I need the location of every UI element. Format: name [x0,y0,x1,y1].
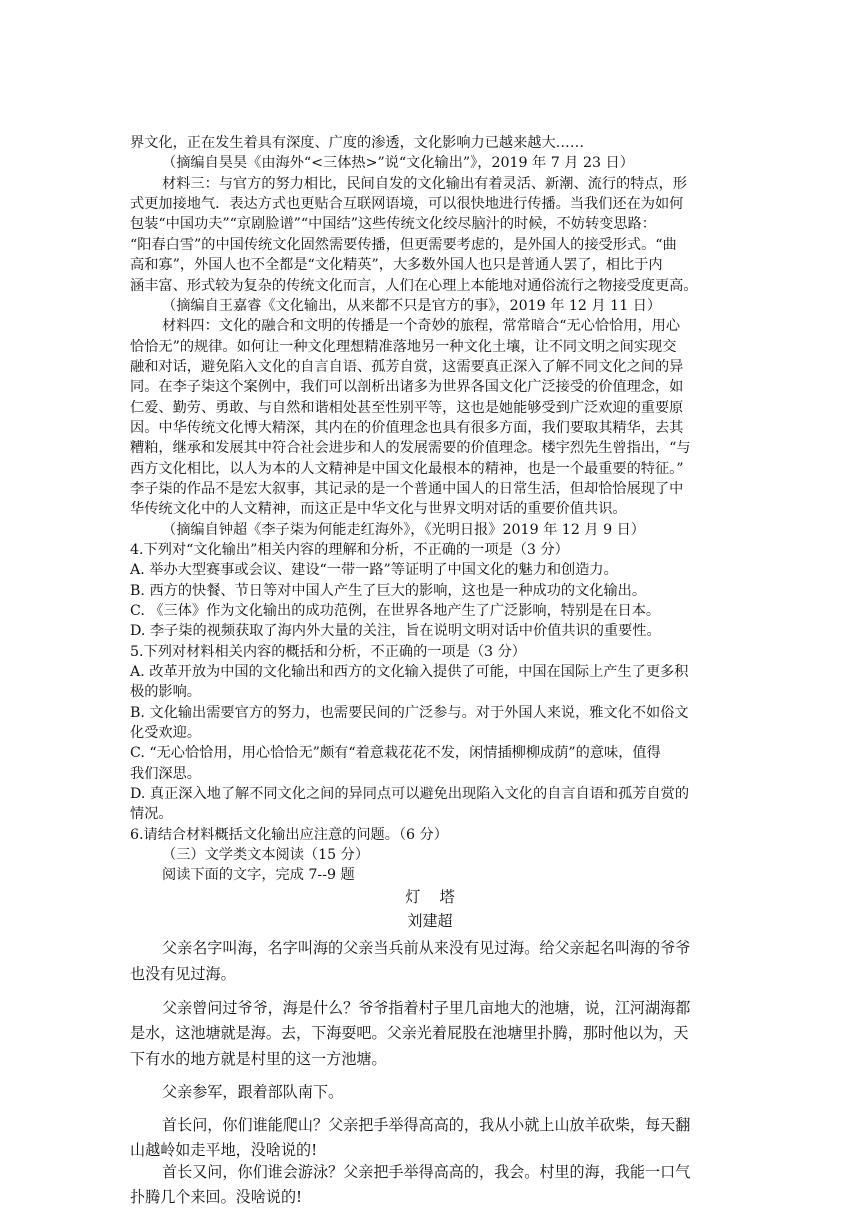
material4-line: 因。中华传统文化博大精深，其内在的价值理念也具有很多方面，我们要取其精华，去其 [130,420,684,436]
question-6: 6.请结合材料概括文化输出应注意的问题。（6 分） [130,827,448,843]
section-heading: （三）文学类文本阅读（15 分） [162,847,370,863]
question-5-option-b-cont: 化受欢迎。 [130,725,201,741]
material3-line: “阳春白雪”的中国传统文化固然需要传播，但更需要考虑的，是外国人的接受形式。“曲 [130,237,677,253]
material4-line: 恰恰无”的规律。如何让一种文化理想精准落地另一种文化土壤，让不同文明之间实现交 [130,339,677,355]
story-paragraph-line: 是水，这池塘就是海。去，下海耍吧。父亲光着屁股在池塘里扑腾，那时他以为，天 [130,1024,689,1042]
question-5-option-b: B. 文化输出需要官方的努力，也需要民间的广泛参与。对于外国人来说，雅文化不如俗文 [130,705,689,721]
source-citation-4: （摘编自钟超《李子柒为何能走红海外》，《光明日报》2019 年 12 月 9 日） [162,522,645,538]
question-4-stem: 4.下列对“文化输出”相关内容的理解和分析，不正确的一项是（3 分） [130,542,569,558]
material-continuation-line: 界文化，正在发生着具有深度、广度的渗透，文化影响力已越来越大…… [130,135,585,151]
story-paragraph-line: 也没有见过海。 [130,965,236,983]
story-paragraph-line: 扑腾几个来回。没啥说的! [130,1188,303,1206]
section-instruction: 阅读下面的文字，完成 7--9 题 [162,867,355,883]
story-paragraph-line: 父亲名字叫海，名字叫海的父亲当兵前从来没有见过海。给父亲起名叫海的爷爷 [162,939,691,957]
story-paragraph-line: 首长问，你们谁能爬山？父亲把手举得高高的，我从小就上山放羊砍柴，每天翻 [162,1116,691,1134]
material3-line: 材料三：与官方的努力相比，民间自发的文化输出有着灵活、新潮、流行的特点，形 [162,176,687,192]
question-5-option-c: C. “无心恰恰用，用心恰恰无”颇有“着意栽花花不发，闲情插柳柳成荫”的意味，值得 [130,745,661,761]
question-4-option-d: D. 李子柒的视频获取了海内外大量的关注，旨在说明文明对话中价值共识的重要性。 [130,623,661,639]
material4-line: 同。在李子柒这个案例中，我们可以剖析出诸多为世界各国文化广泛接受的价值理念，如 [130,379,684,395]
material4-line: 融和对话，避免陷入文化的自言自语、孤芳自赏，这需要真正深入了解不同文化之间的异 [130,359,684,375]
question-5-option-a: A. 改革开放为中国的文化输出和西方的文化输入提供了可能，中国在国际上产生了更多积 [130,664,689,680]
question-4-option-a: A. 举办大型赛事或会议、建设“一带一路”等证明了中国文化的魅力和创造力。 [130,562,618,578]
material4-line: 糟粕，继承和发展其中符合社会进步和人的发展需要的价值理念。楼宇烈先生曾指出，“与 [130,440,691,456]
question-5-option-d-cont: 情况。 [130,806,173,822]
source-citation-3: （摘编自王嘉睿《文化输出，从来都不只是官方的事》，2019 年 12 月 11 日） [162,298,662,314]
question-4-option-c: C. 《三体》作为文化输出的成功范例，在世界各地产生了广泛影响，特别是在日本。 [130,603,661,619]
question-5-stem: 5.下列对材料相关内容的概括和分析，不正确的一项是（3 分） [130,644,526,660]
material3-line: 涵丰富、形式较为复杂的传统文化而言，人们在心理上本能地对通俗流行之物接受度更高。 [130,278,698,294]
material3-line: 高和寡”，外国人也不全都是“文化精英”，大多数外国人也只是普通人罢了，相比于内 [130,257,663,273]
material3-line: 包装“中国功夫”“京剧脸谱”“中国结”这些传统文化绞尽脑汁的时候，不妨转变思路： [130,216,656,232]
question-5-option-d: D. 真正深入地了解不同文化之间的异同点可以避免出现陷入文化的自言自语和孤芳自赏的 [130,786,690,802]
material4-line: 材料四：文化的融合和文明的传播是一个奇妙的旅程，常常暗合“无心恰恰用，用心 [162,318,681,334]
material4-line: 李子柒的作品不是宏大叙事，其记录的是一个普通中国人的日常生活，但却恰恰展现了中 [130,481,684,497]
story-paragraph-line: 首长又问，你们谁会游泳？父亲把手举得高高的，我会。村里的海，我能一口气 [162,1163,691,1181]
question-4-option-b: B. 西方的快餐、节日等对中国人产生了巨大的影响，这也是一种成功的文化输出。 [130,583,647,599]
story-paragraph-line: 山越岭如走平地，没啥说的! [130,1141,318,1159]
source-citation-2: （摘编自昊昊《由海外“<三体热>”说“文化输出”》，2019 年 7 月 23 日） [162,155,634,171]
material4-line: 华传统文化中的人文精神，而这正是中华文化与世界文明对话的重要价值共识。 [130,501,627,517]
story-author: 刘建超 [407,912,453,930]
material4-line: 西方文化相比，以人为本的人文精神是中国文化最根本的精神，也是一个最重要的特征。” [130,461,684,477]
story-paragraph-line: 下有水的地方就是村里的这一方池塘。 [130,1050,387,1068]
story-paragraph-line: 父亲参军，跟着部队南下。 [162,1083,344,1101]
material3-line: 式更加接地气．表达方式也更贴合互联网语境，可以很快地进行传播。当我们还在为如何 [130,196,684,212]
story-paragraph-line: 父亲曾问过爷爷，海是什么？爷爷指着村子里几亩地大的池塘，说，江河湖海都 [162,999,691,1017]
material4-line: 仁爱、勤劳、勇敢、与自然和谐相处甚至性别平等，这也是她能够受到广泛欢迎的重要原 [130,400,684,416]
question-5-option-c-cont: 我们深思。 [130,766,201,782]
question-5-option-a-cont: 极的影响。 [130,684,201,700]
story-title: 灯 塔 [405,888,455,906]
